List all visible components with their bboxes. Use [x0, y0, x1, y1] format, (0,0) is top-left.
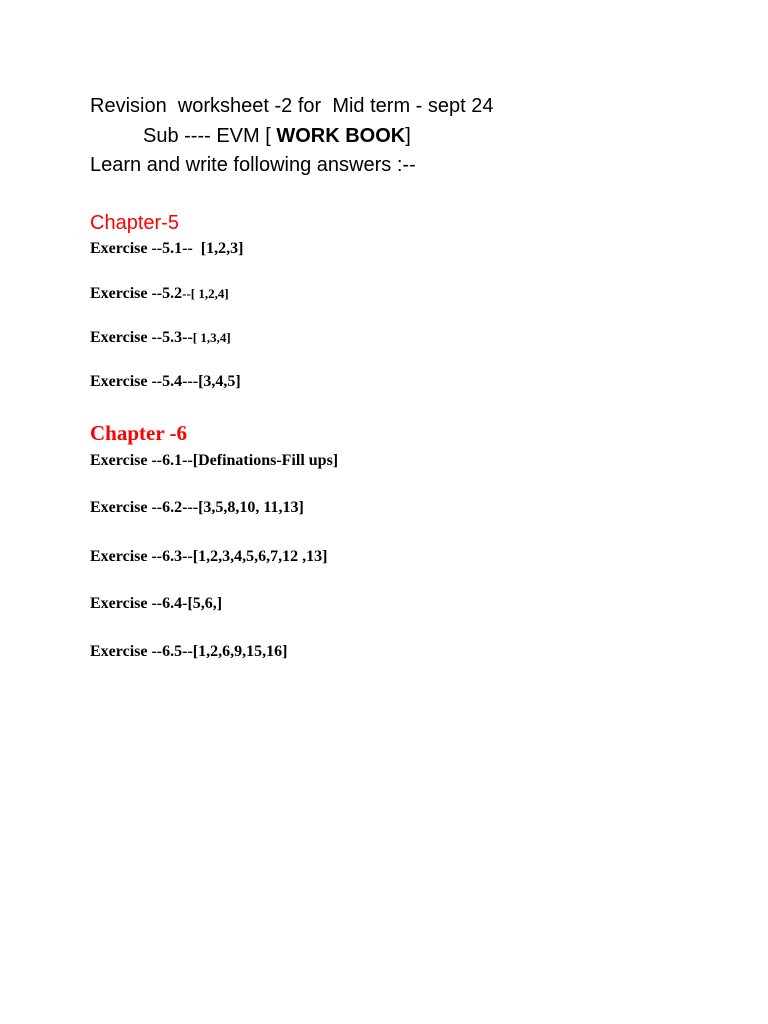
exercise-answers: --[ 1,2,4] [182, 286, 229, 301]
subject-prefix: Sub ---- EVM [ [143, 125, 277, 147]
exercise-6-5: Exercise --6.5--[1,2,6,9,15,16] [90, 643, 288, 660]
exercise-6-2: Exercise --6.2---[3,5,8,10, 11,13] [90, 499, 304, 516]
instructions-line: Learn and write following answers :-- [90, 154, 416, 176]
chapter-6-heading: Chapter -6 [90, 421, 188, 445]
exercise-label: Exercise --5.2 [90, 285, 183, 302]
exercise-6-1: Exercise --6.1--[Definations-Fill ups] [90, 452, 339, 469]
subject-line [143, 124, 411, 148]
exercise-5-1 [90, 239, 243, 259]
chapter-5-heading: Chapter-5 [90, 212, 179, 234]
exercise-6-4: Exercise --6.4-[5,6,] [90, 595, 223, 612]
exercise-5-4 [90, 372, 241, 392]
exercise-5-2 [90, 284, 229, 304]
exercise-6-3: Exercise --6.3--[1,2,3,4,5,6,7,12 ,13] [90, 548, 328, 565]
subject-suffix: ] [405, 125, 411, 147]
exercise-5-3 [90, 328, 231, 348]
subject-workbook: WORK BOOK [276, 125, 406, 147]
worksheet-title: Revision worksheet -2 for Mid term - sept 24 [90, 95, 494, 117]
exercise-label: Exercise --5.1-- [1,2,3] [90, 240, 244, 257]
exercise-label: Exercise --5.4---[3,4,5] [90, 373, 241, 390]
exercise-label: Exercise --5.3-- [90, 329, 193, 346]
exercise-answers: [ 1,3,4] [192, 330, 231, 345]
